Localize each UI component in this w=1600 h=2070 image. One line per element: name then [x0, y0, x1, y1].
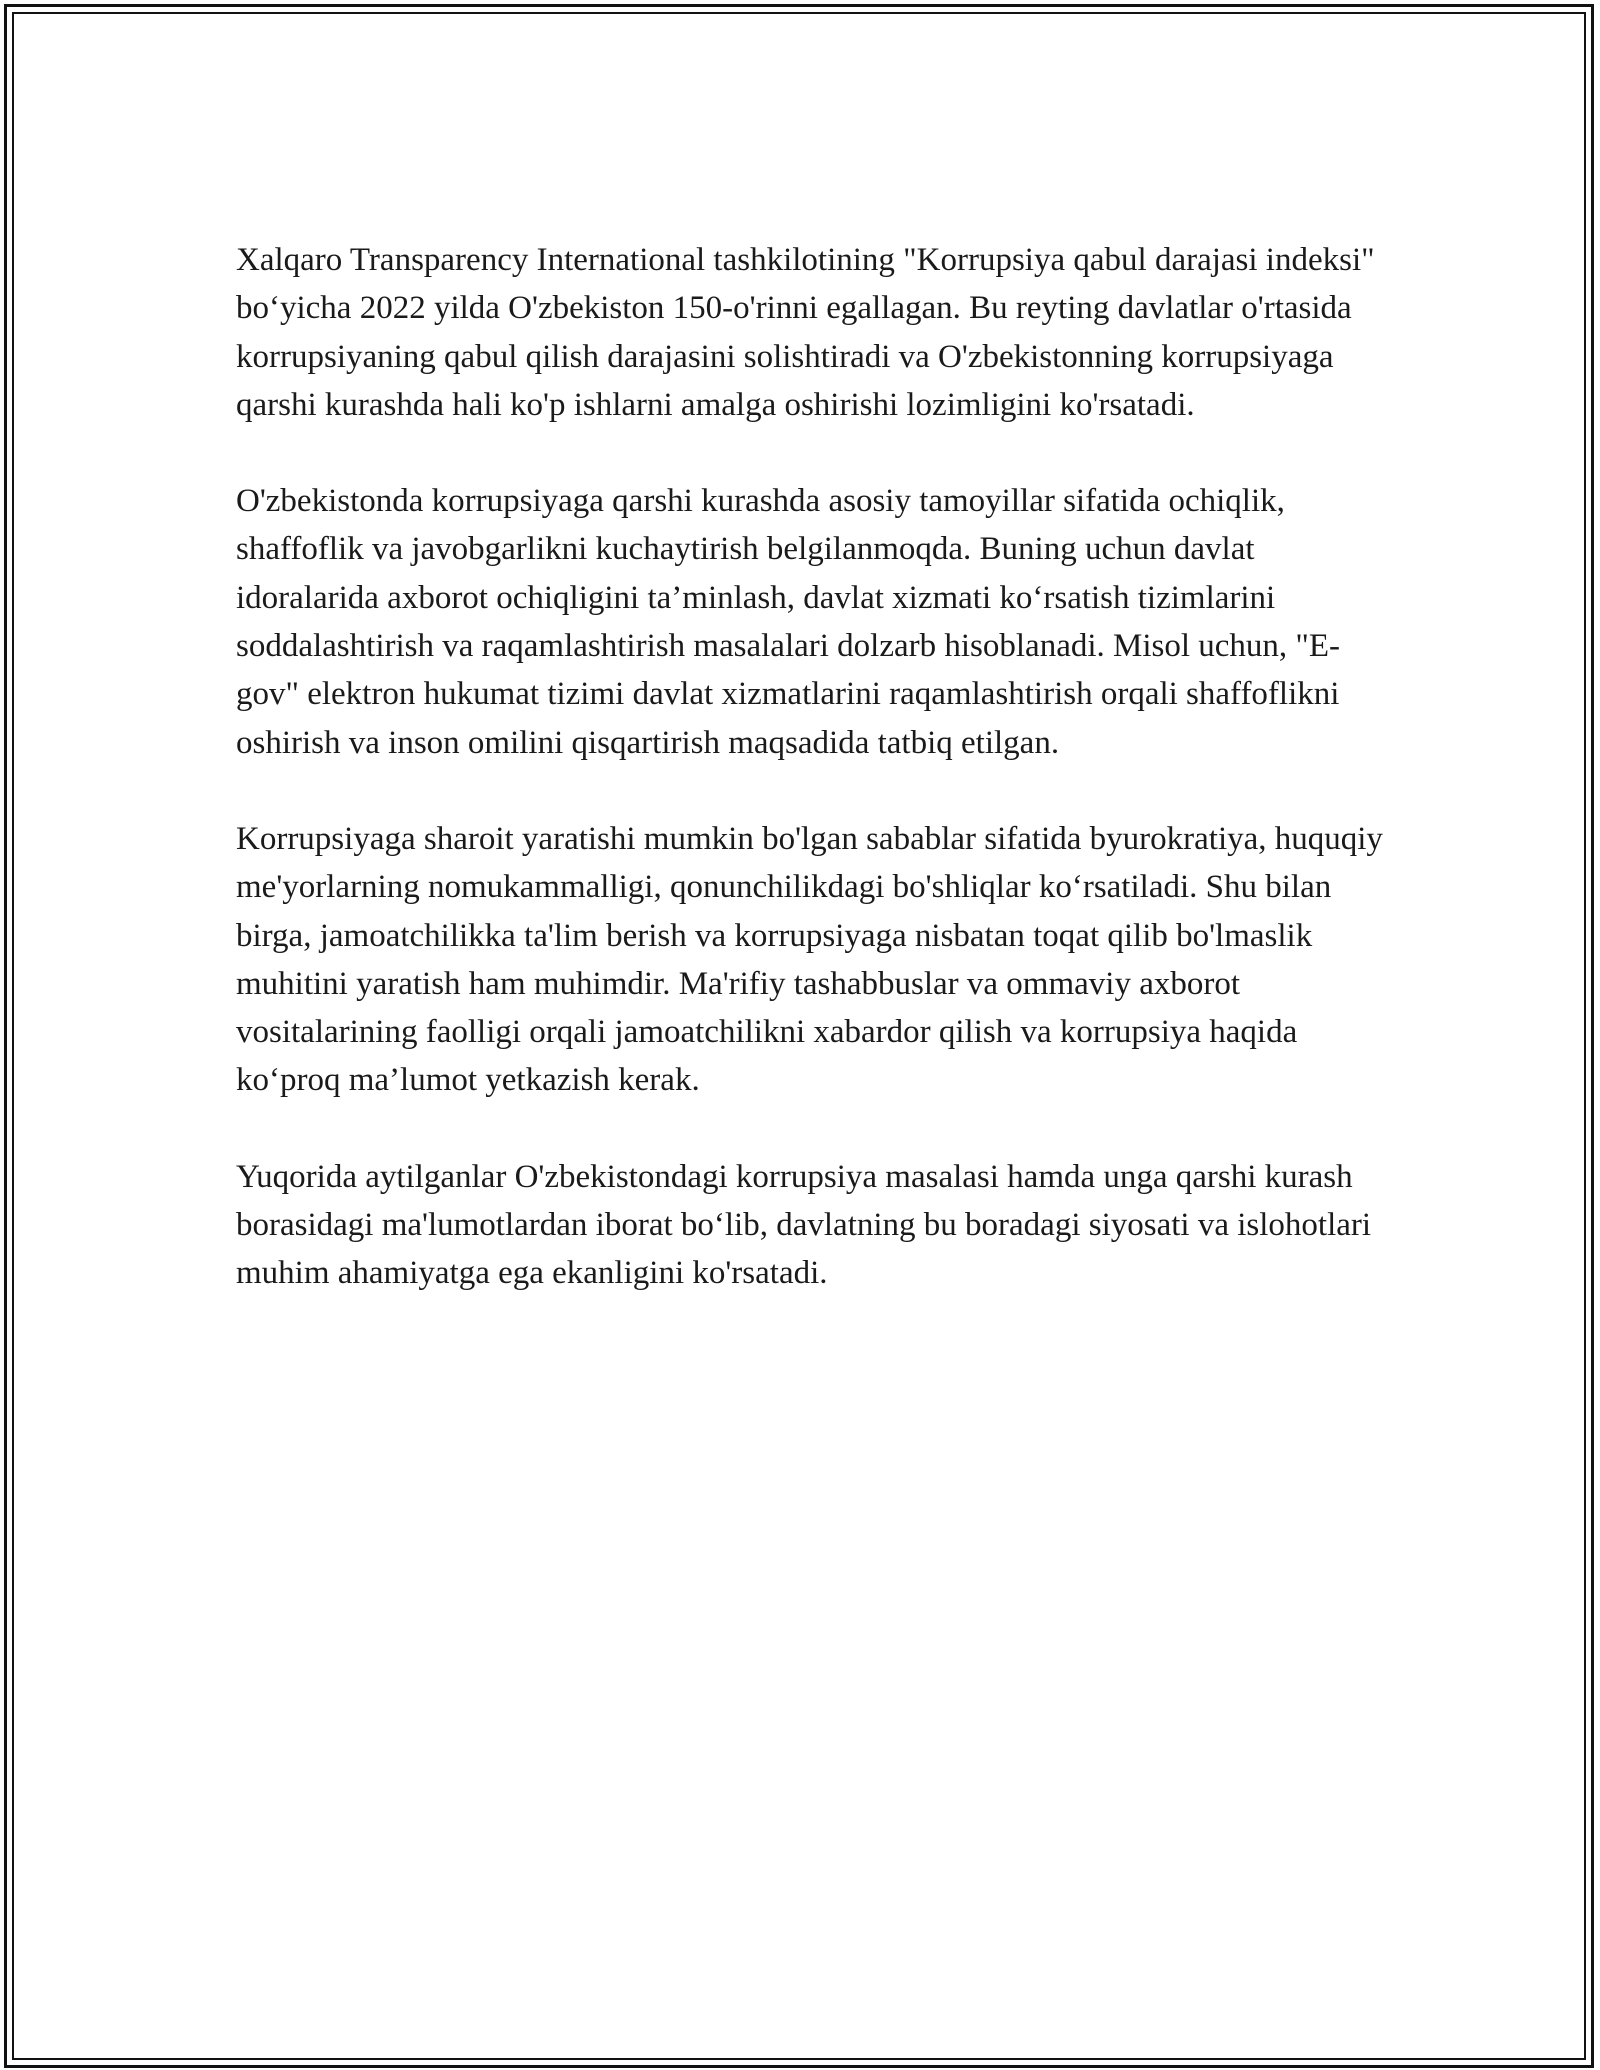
paragraph-2: O'zbekistonda korrupsiyaga qarshi kurashda asosiy tamoyillar sifatida ochiqlik, shaffoflik va javobgarlikni kuchaytirish belgilanmoqda. Buning uchun davlat idoralarida axborot ochiqligini ta’minlash, davlat xizmati ko‘rsatish tizimlarini soddalashtirish va raqamlashtirish masalalari dolzarb hisoblanadi. Misol uchun, "E-gov" elektron hukumat tizimi davlat xizmatlarini raqamlashtirish orqali shaffoflikni oshirish va inson omilini qisqartirish maqsadida tatbiq etilgan. — [236, 483, 1341, 761]
paragraph-4: Yuqorida aytilganlar O'zbekistondagi korrupsiya masalasi hamda unga qarshi kurash borasidagi ma'lumotlardan iborat bo‘lib, davlatning bu boradagi siyosati va islohotlari muhim ahamiyatga ega ekanligini ko'rsatadi. — [236, 1158, 1372, 1292]
paragraph-3: Korrupsiyaga sharoit yaratishi mumkin bo'lgan sabablar sifatida byurokratiya, huquqiy me'yorlarning nomukammalligi, qonunchilikdagi bo'shliqlar ko‘rsatiladi. Shu bilan birga, jamoatchilikka ta'lim berish va korrupsiyaga nisbatan toqat qilib bo'lmaslik muhitini yaratish ham muhimdir. Ma'rifiy tashabbuslar va ommaviy axborot vositalarining faolligi orqali jamoatchilikni xabardor qilish va korrupsiya haqida ko‘proq ma’lumot yetkazish kerak. — [236, 820, 1383, 1099]
document-body — [236, 236, 1386, 1298]
paragraph-1: Xalqaro Transparency International tashkilotining "Korrupsiya qabul darajasi indeksi" bo‘yicha 2022 yilda O'zbekiston 150-o'rinni egallagan. Bu reyting davlatlar o'rtasida korrupsiyaning qabul qilish darajasini solishtiradi va O'zbekistonning korrupsiyaga qarshi kurashda hali ko'p ishlarni amalga oshirishi lozimligini ko'rsatadi. — [236, 242, 1375, 423]
